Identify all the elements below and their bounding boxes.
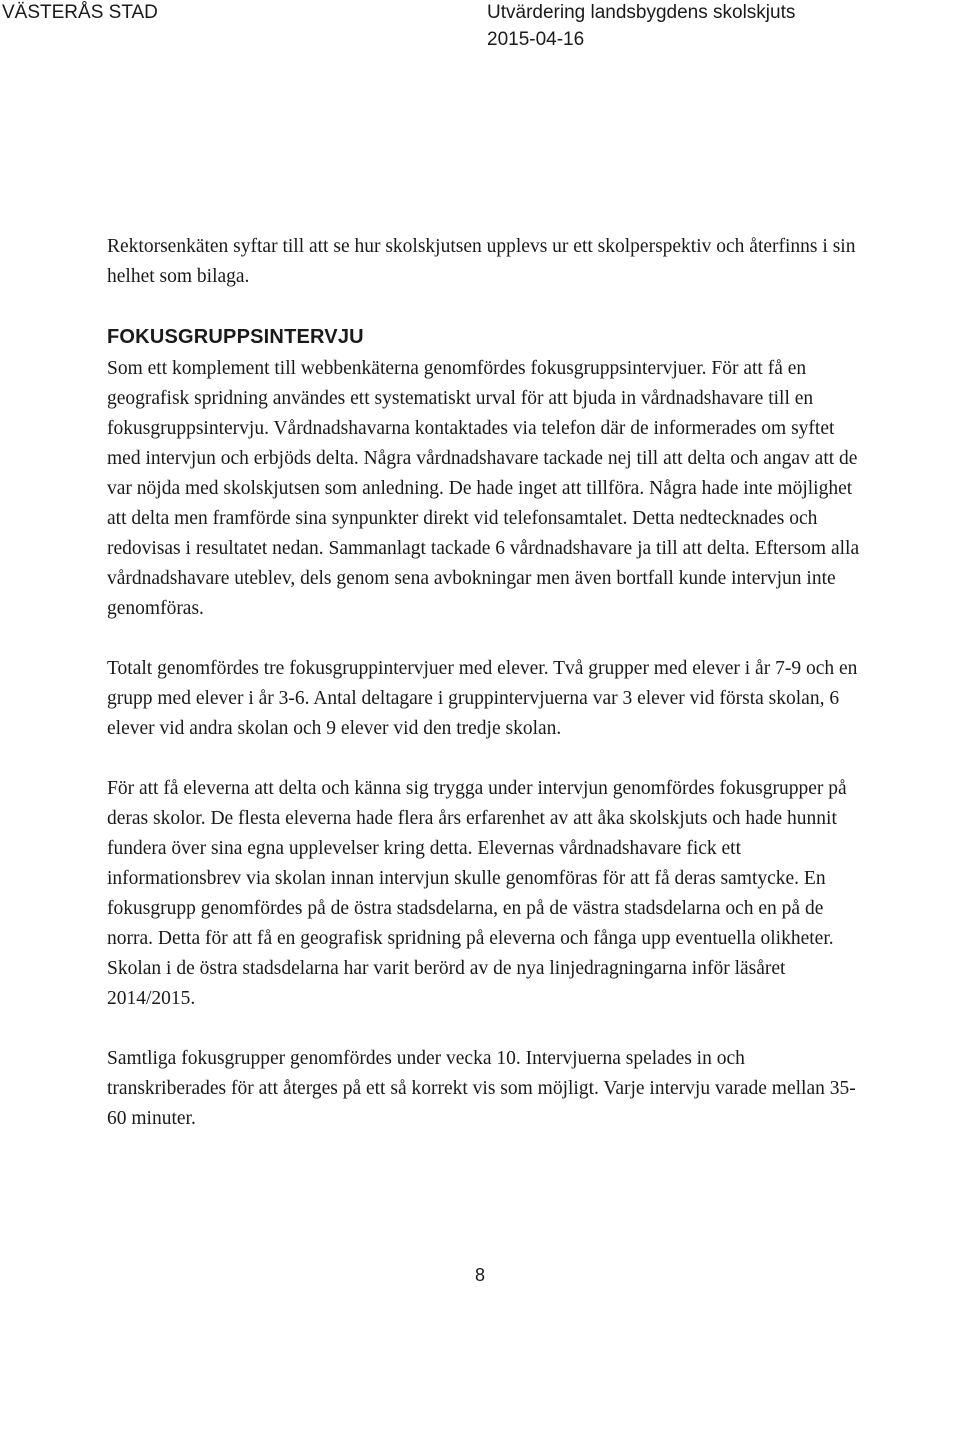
document-date: 2015-04-16 — [487, 29, 585, 50]
intro-paragraph: Rektorsenkäten syftar till att se hur skolskjutsen upplevs ur ett skolperspektiv och återfinns i sin helhet som bilaga. — [107, 236, 856, 287]
document-title: Utvärdering landsbygdens skolskjuts — [487, 2, 796, 23]
section-heading: FOKUSGRUPPSINTERVJU — [107, 326, 364, 348]
paragraph-parent-interviews: Som ett komplement till webbenkäterna genomfördes fokusgruppsintervjuer. För att få en geografisk spridning användes ett systematiskt urval för att bjuda in vårdnadshavare till en fokusgruppsintervju. Vårdnadshavarna kontaktades via telefon där de informerades om syftet med intervjun och erbjöds delta. Några vårdnadshavare tackade nej till att delta och angav att de var nöjda med skolskjutsen som anledning. De hade inget att tillföra. Några hade inte möjlighet att delta men framförde sina synpunkter direkt vid telefonsamtalet. Detta nedtecknades och redovisas i resultatet nedan. Sammanlagt tackade 6 vårdnadshavare ja till att delta. Eftersom alla vårdnadshavare uteblev, dels genom sena avbokningar men även bortfall kunde intervjun inte genomföras. — [107, 358, 860, 619]
header-right-block — [487, 0, 795, 53]
page-number: 8 — [474, 1265, 485, 1285]
paragraph-student-groups: Totalt genomfördes tre fokusgruppintervjuer med elever. Två grupper med elever i år 7-9 och en grupp med elever i år 3-6. Antal deltagare i gruppintervjuerna var 3 elever vid första skolan, 6 elever vid andra skolan och 9 elever vid den tredje skolan. — [107, 658, 858, 739]
paragraph-schedule: Samtliga fokusgrupper genomfördes under vecka 10. Intervjuerna spelades in och transkriberades för att återges på ett så korrekt vis som möjligt. Varje intervju varade mellan 35-60 minuter. — [107, 1048, 856, 1129]
page-header — [0, 0, 960, 60]
organization-name: VÄSTERÅS STAD — [2, 2, 158, 23]
paragraph-group-method: För att få eleverna att delta och känna sig trygga under intervjun genomfördes fokusgrupper på deras skolor. De flesta eleverna hade flera års erfarenhet av att åka skolskjuts och hade hunnit fundera över sina egna upplevelser kring detta. Elevernas vårdnadshavare fick ett informationsbrev via skolan innan intervjun skulle genomföras för att få deras samtycke. En fokusgrupp genomfördes på de östra stadsdelarna, en på de västra stadsdelarna och en på de norra. Detta för att få en geografisk spridning på eleverna och fånga upp eventuella olikheter. Skolan i de östra stadsdelarna har varit berörd av de nya linjedragningarna inför läsåret 2014/2015. — [107, 778, 847, 1009]
document-body — [107, 232, 867, 1134]
